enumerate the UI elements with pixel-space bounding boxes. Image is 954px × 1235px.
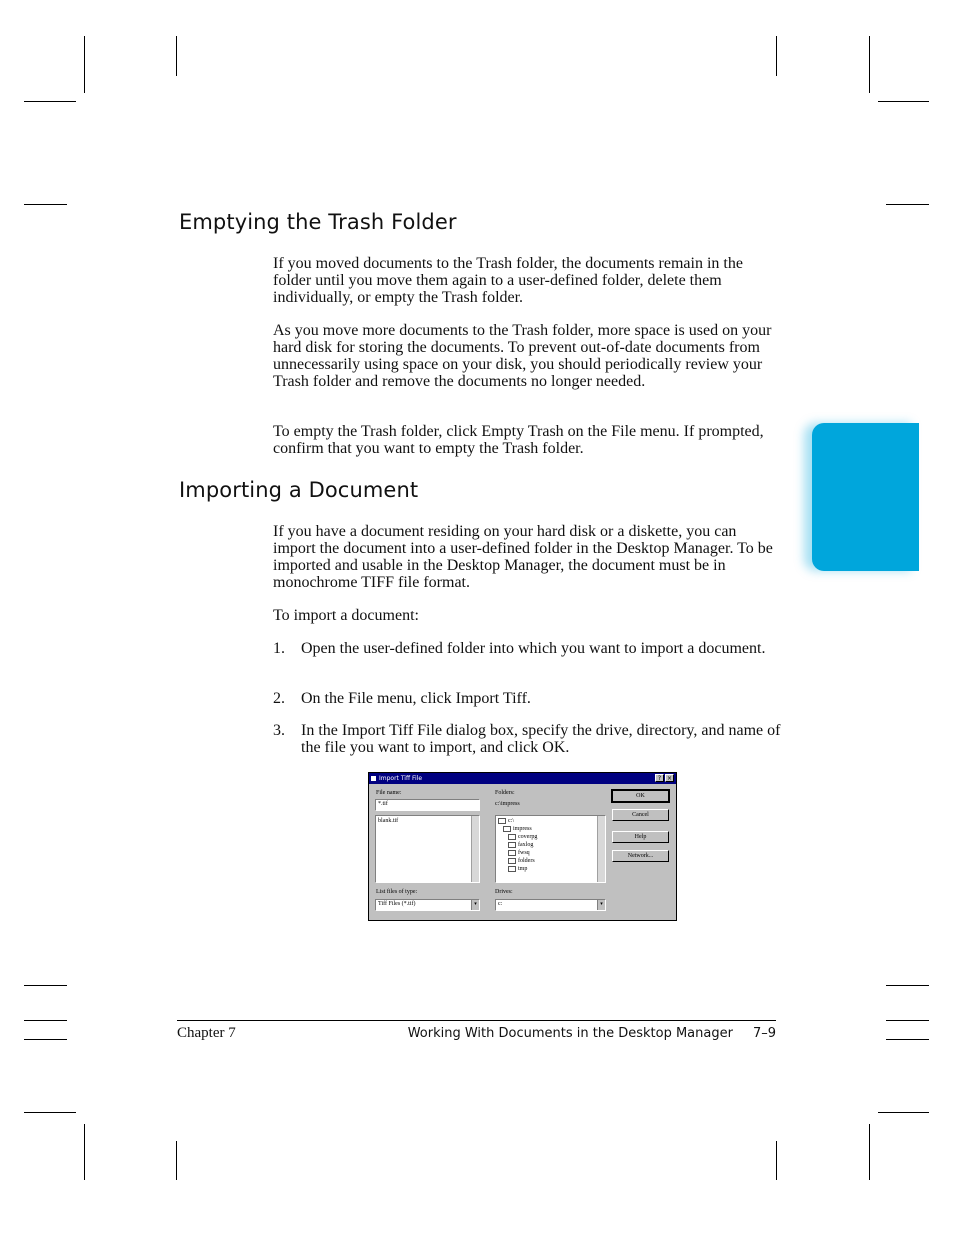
crop-mark	[84, 36, 85, 93]
chapter-tab	[812, 423, 919, 571]
current-path: c:\impress	[495, 801, 520, 807]
cancel-button[interactable]: Cancel	[612, 809, 669, 821]
file-list[interactable]	[375, 815, 480, 883]
folders-label: Folders:	[495, 790, 515, 796]
step-number: 1.	[273, 640, 285, 657]
crop-mark	[176, 36, 177, 76]
folder-item-label: impress	[513, 826, 532, 832]
crop-mark	[886, 1020, 929, 1021]
file-type-value: Tiff Files (*.tif)	[378, 901, 416, 907]
folder-icon	[508, 834, 516, 840]
drive-value: c:	[498, 901, 503, 907]
dialog-title: Import Tiff File	[379, 775, 423, 782]
help-button[interactable]: Help	[612, 831, 669, 843]
chevron-down-icon[interactable]: ▾	[471, 900, 479, 910]
crop-mark	[176, 1141, 177, 1180]
file-name-label: File name:	[376, 790, 402, 796]
help-icon[interactable]: ?	[655, 774, 664, 782]
page-number: 7–9	[752, 1026, 776, 1041]
folder-list[interactable]	[495, 815, 606, 883]
ok-button[interactable]: OK	[612, 790, 669, 802]
folder-item[interactable]	[498, 857, 605, 865]
folder-item[interactable]	[498, 865, 605, 873]
folder-icon	[503, 826, 511, 832]
crop-mark	[886, 204, 929, 205]
crop-mark	[869, 36, 870, 93]
list-item[interactable]: blank.tif	[378, 818, 399, 824]
file-type-select[interactable]	[375, 899, 480, 911]
section-heading-emptying-trash: Emptying the Trash Folder	[179, 210, 457, 234]
scrollbar[interactable]	[471, 816, 479, 882]
folder-item-label: coverpg	[518, 834, 538, 840]
folder-icon	[508, 850, 516, 856]
paragraph: If you moved documents to the Trash folder, the documents remain in the folder until you move them again to a user-defined folder, delete them individually, or empty the Trash folder.	[273, 255, 743, 306]
folder-item-label: tmp	[518, 866, 528, 872]
crop-mark	[886, 985, 929, 986]
footer-running-title	[408, 1026, 776, 1041]
chevron-down-icon[interactable]: ▾	[597, 900, 605, 910]
system-menu-icon[interactable]	[371, 776, 376, 781]
paragraph: As you move more documents to the Trash folder, more space is used on your hard disk for storing the documents. To prevent out-of-date documents from unnecessarily using space on your disk, you should periodically review your Trash folder and remove the documents no longer needed.	[273, 322, 772, 390]
crop-mark	[24, 101, 76, 102]
folder-item[interactable]	[498, 841, 605, 849]
step-number: 2.	[273, 690, 285, 707]
folder-icon	[498, 818, 506, 824]
paragraph: To import a document:	[273, 607, 419, 624]
folder-icon	[508, 858, 516, 864]
folder-item-label: c:\	[508, 818, 514, 824]
crop-mark	[24, 1039, 67, 1040]
crop-mark	[776, 1141, 777, 1180]
drive-select[interactable]	[495, 899, 606, 911]
folder-item[interactable]	[498, 833, 605, 841]
folder-item[interactable]	[498, 825, 605, 833]
footer-title: Working With Documents in the Desktop Manager	[407, 1026, 733, 1041]
crop-mark	[24, 1112, 76, 1113]
step-text: Open the user-defined folder into which you want to import a document.	[301, 640, 766, 657]
crop-mark	[878, 101, 929, 102]
step-text: On the File menu, click Import Tiff.	[301, 690, 531, 707]
step-number: 3.	[273, 722, 285, 739]
dialog-title-bar	[369, 773, 676, 784]
network-button[interactable]: Network...	[612, 850, 669, 862]
crop-mark	[24, 1020, 67, 1021]
crop-mark	[84, 1124, 85, 1180]
scrollbar[interactable]	[597, 816, 605, 882]
folder-icon	[508, 866, 516, 872]
crop-mark	[24, 985, 67, 986]
footer-chapter: Chapter 7	[177, 1025, 236, 1041]
paragraph: If you have a document residing on your hard disk or a diskette, you can import the document into a user-defined folder in the Desktop Manager. To be imported and usable in the Desktop Manager, the document must be in monochrome TIFF file format.	[273, 523, 773, 591]
folder-item[interactable]	[498, 849, 605, 857]
close-icon[interactable]: ×	[666, 775, 673, 782]
footer-rule	[177, 1020, 776, 1021]
crop-mark	[886, 1039, 929, 1040]
crop-mark	[24, 204, 67, 205]
crop-mark	[878, 1112, 929, 1113]
list-type-label: List files of type:	[376, 889, 418, 895]
step-text: In the Import Tiff File dialog box, specify the drive, directory, and name of the file you want to import, and click OK.	[301, 722, 781, 756]
file-name-input[interactable]: *.tif	[375, 799, 480, 811]
paragraph: To empty the Trash folder, click Empty Trash on the File menu. If prompted, confirm that you want to empty the Trash folder.	[273, 423, 764, 457]
crop-mark	[869, 1124, 870, 1180]
crop-mark	[776, 36, 777, 76]
drives-label: Drives:	[495, 889, 513, 895]
folder-item[interactable]	[498, 817, 605, 825]
section-heading-importing-document: Importing a Document	[179, 478, 419, 502]
folder-item-label: fwsq	[518, 850, 530, 856]
folder-item-label: faxlog	[518, 842, 534, 848]
folder-item-label: folders	[518, 858, 535, 864]
folder-icon	[508, 842, 516, 848]
